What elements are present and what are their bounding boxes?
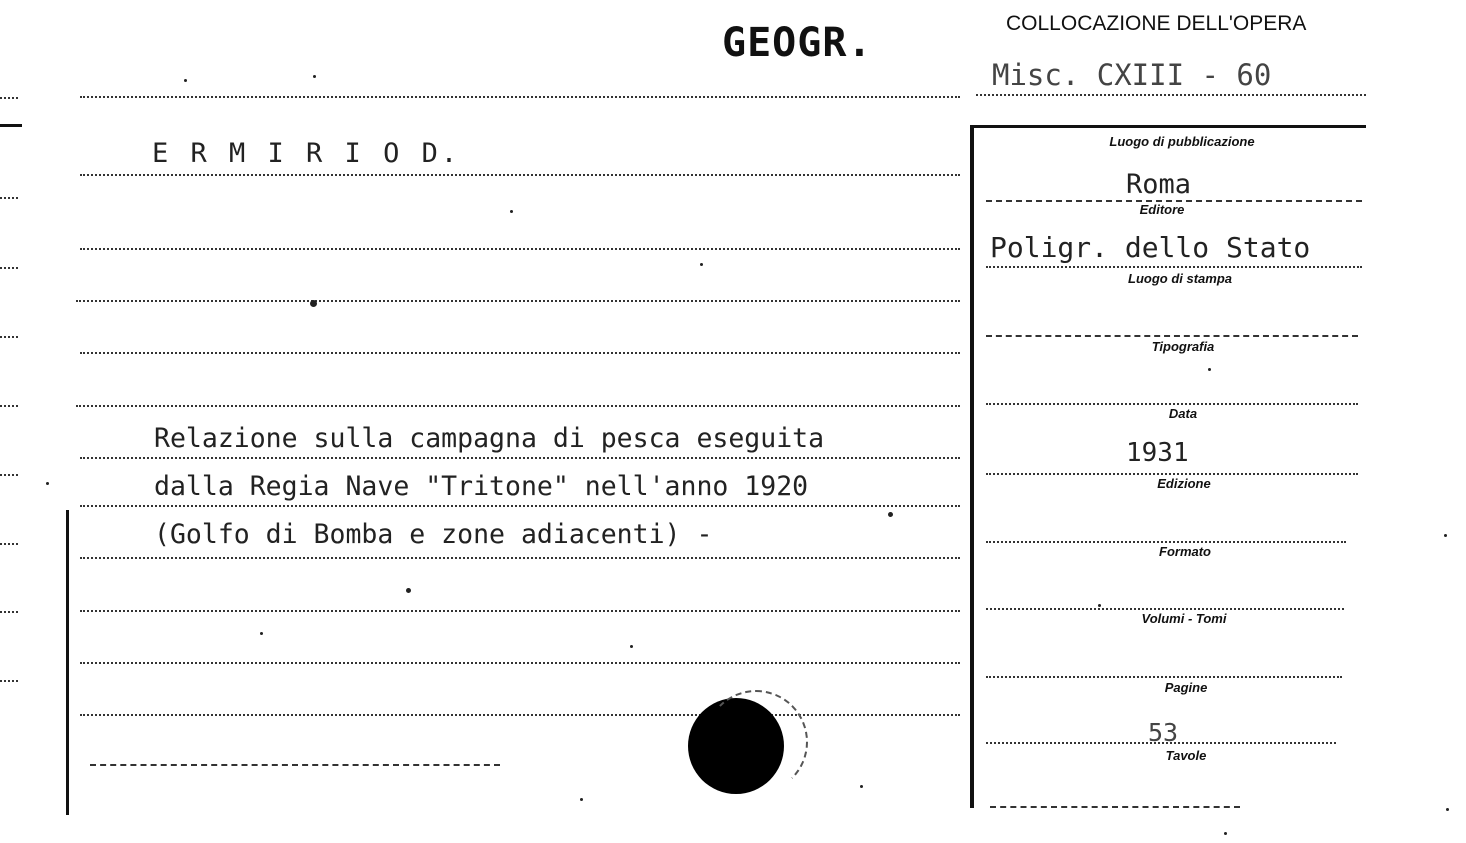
formato-label: Formato	[1159, 544, 1211, 559]
speck	[184, 79, 187, 82]
line-rule	[80, 248, 960, 250]
collocazione-label: COLLOCAZIONE DELL'OPERA	[1006, 12, 1307, 35]
editore-label: Editore	[1139, 202, 1185, 217]
left-edge-dots	[0, 543, 18, 545]
speck	[1224, 832, 1227, 835]
speck	[1444, 534, 1447, 537]
pagine-value: 53	[1148, 718, 1179, 747]
tipografia-label: Tipografia	[1151, 339, 1215, 354]
line-rule	[76, 300, 960, 302]
header-rule	[80, 96, 960, 98]
speck	[313, 75, 316, 78]
left-edge-dots	[0, 405, 18, 407]
tavole-label: Tavole	[1165, 748, 1207, 763]
line-rule	[80, 505, 960, 507]
subject-stamp: GEOGR.	[722, 20, 873, 66]
punch-hole-ring	[704, 690, 808, 794]
title-line-2: dalla Regia Nave "Tritone" nell'anno 1920	[154, 471, 809, 502]
editore-value: Poligr. dello Stato	[990, 231, 1311, 264]
line-rule	[80, 610, 960, 612]
volumi-label: Volumi - Tomi	[1141, 611, 1227, 626]
left-edge-mark	[0, 124, 22, 127]
speck	[700, 263, 703, 266]
luogo-pubblicazione-label: Luogo di pubblicazione	[1109, 134, 1255, 149]
speck	[510, 210, 513, 213]
left-edge-dots	[0, 611, 18, 613]
line-rule	[80, 352, 960, 354]
sidebar-rule	[986, 608, 1344, 610]
left-edge-dots	[0, 267, 18, 269]
line-rule	[80, 662, 960, 664]
luogo-pubblicazione-value: Roma	[1126, 169, 1192, 200]
title-line-1: Relazione sulla campagna di pesca eseguita	[154, 423, 825, 454]
speck	[630, 645, 633, 648]
author-name: E R M I R I O D.	[152, 138, 461, 169]
edizione-label: Edizione	[1157, 476, 1211, 491]
speck	[406, 588, 411, 593]
collocazione-value: Misc. CXIII - 60	[992, 58, 1272, 92]
sidebar-top-border	[970, 125, 1366, 128]
luogo-stampa-label: Luogo di stampa	[1128, 271, 1232, 286]
data-value: 1931	[1126, 438, 1189, 468]
sidebar-rule	[986, 473, 1358, 475]
left-edge-dots	[0, 680, 18, 682]
main-left-border	[66, 510, 69, 815]
left-edge-dots	[0, 197, 18, 199]
collocazione-rule	[976, 94, 1366, 96]
speck	[260, 632, 263, 635]
line-rule	[80, 714, 960, 716]
left-edge-dots	[0, 474, 18, 476]
sidebar-rule	[986, 403, 1358, 405]
speck	[310, 300, 317, 307]
speck	[1098, 604, 1101, 607]
line-rule	[76, 405, 960, 407]
sidebar-rule	[986, 266, 1362, 268]
left-edge-dots	[0, 97, 18, 99]
line-rule	[80, 174, 960, 176]
title-line-3: (Golfo di Bomba e zone adiacenti) -	[154, 519, 713, 550]
sidebar-rule	[986, 335, 1358, 337]
pagine-label: Pagine	[1164, 680, 1208, 695]
sidebar-rule	[990, 806, 1240, 808]
left-edge-dots	[0, 336, 18, 338]
data-label: Data	[1168, 406, 1198, 421]
sidebar-rule	[986, 541, 1346, 543]
line-rule	[80, 557, 960, 559]
line-rule	[90, 764, 500, 766]
speck	[888, 512, 893, 517]
sidebar-rule	[986, 676, 1342, 678]
speck	[1208, 368, 1211, 371]
speck	[46, 482, 49, 485]
sidebar-rule	[986, 742, 1336, 744]
line-rule	[80, 457, 960, 459]
speck	[860, 785, 863, 788]
speck	[1446, 808, 1449, 811]
sidebar-left-border	[970, 126, 974, 808]
speck	[580, 798, 583, 801]
